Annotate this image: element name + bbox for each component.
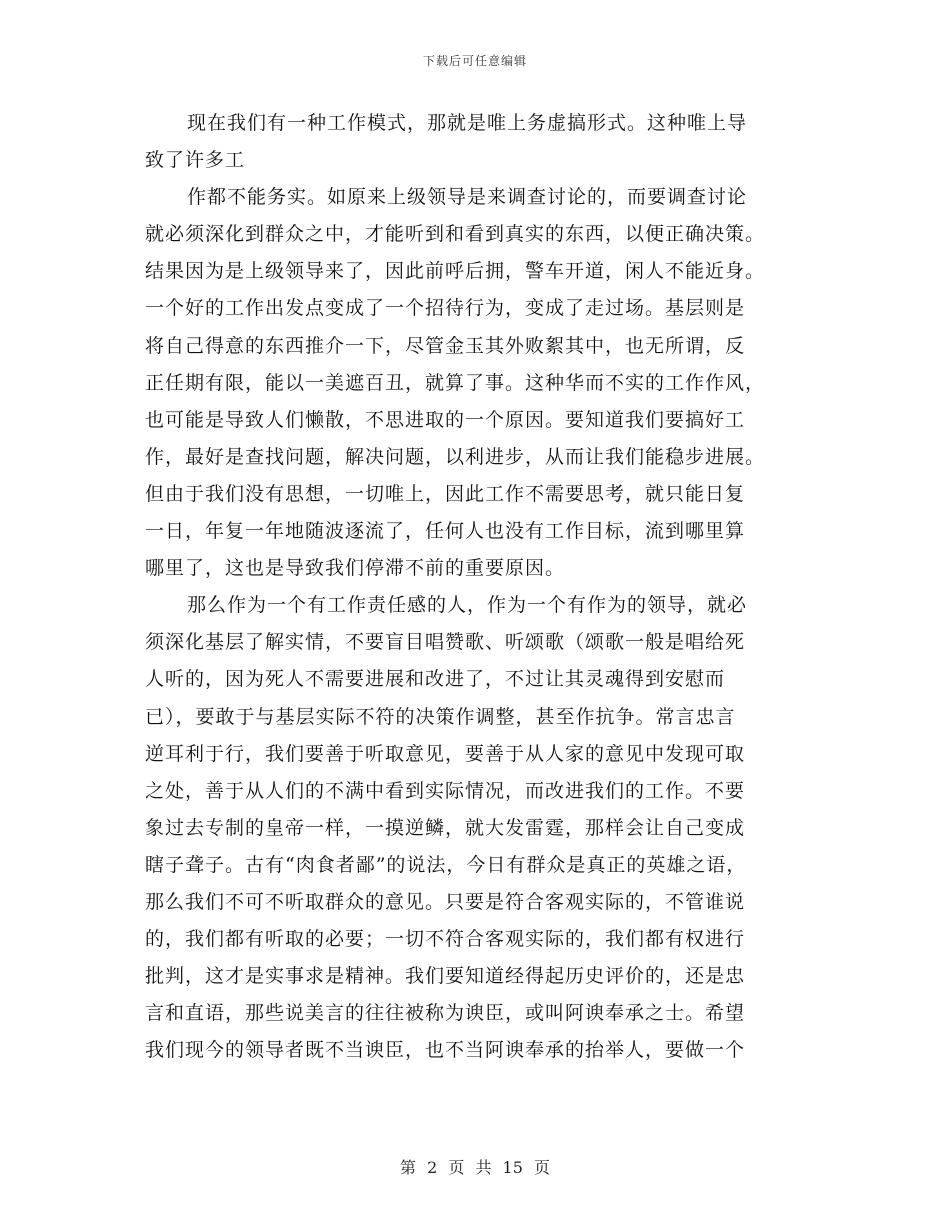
text-line: 哪里了，这也是导致我们停滞不前的重要原因。 <box>145 557 566 580</box>
text-line: 也可能是导致人们懒散，不思进取的一个原因。要知道我们要搞好工 <box>145 408 746 431</box>
text-line: 批判，这才是实事求是精神。我们要知道经得起历史评价的，还是忠 <box>145 965 746 988</box>
document-body <box>145 105 810 1069</box>
text-line: 但由于我们没有思想，一切唯上，因此工作不需要思考，就只能日复 <box>145 482 746 505</box>
text-line: 言和直语，那些说美言的往往被称为谀臣，或叫阿谀奉承之士。希望 <box>145 1002 746 1025</box>
page-header: 下载后可任意编辑 <box>422 54 527 68</box>
text-line: 作都不能务实。如原来上级领导是来调查讨论的，而要调查讨论 <box>187 186 748 209</box>
text-line: 人听的，因为死人不需要进展和改进了，不过让其灵魂得到安慰而 <box>145 668 726 691</box>
text-line: 一个好的工作出发点变成了一个招待行为，变成了走过场。基层则是 <box>145 297 746 320</box>
text-line: 致了许多工 <box>145 149 246 172</box>
text-line: 逆耳利于行，我们要善于听取意见，要善于从人家的意见中发现可取 <box>145 742 746 765</box>
text-line: 正任期有限，能以一美遮百丑，就算了事。这种华而不实的工作作风， <box>145 371 766 394</box>
text-line: 已），要敢于与基层实际不符的决策作调整，甚至作抗争。常言忠言 <box>145 705 736 728</box>
text-line: 象过去专制的皇帝一样，一摸逆鳞，就大发雷霆，那样会让自己变成 <box>145 816 746 839</box>
text-line: 作，最好是查找问题，解决问题，以利进步，从而让我们能稳步进展。 <box>145 445 766 468</box>
text-line: 的，我们都有听取的必要；一切不符合客观实际的，我们都有权进行 <box>145 928 746 951</box>
text-line: 那么我们不可不听取群众的意见。只要是符合客观实际的，不管谁说 <box>145 890 746 913</box>
text-line: 结果因为是上级领导来了，因此前呼后拥，警车开道，闲人不能近身。 <box>145 260 766 283</box>
text-line: 瞎子聋子。古有“肉食者鄙”的说法，今日有群众是真正的英雄之语， <box>145 853 747 876</box>
text-line: 就必须深化到群众之中，才能听到和看到真实的东西，以便正确决策。 <box>145 223 766 246</box>
text-line: 我们现今的领导者既不当谀臣，也不当阿谀奉承的抬举人，要做一个 <box>145 1039 746 1062</box>
text-line: 之处，善于从人们的不满中看到实际情况，而改进我们的工作。不要 <box>145 779 746 802</box>
text-line: 须深化基层了解实情，不要盲目唱赞歌、听颂歌（颂歌一般是唱给死 <box>145 631 746 654</box>
text-line: 那么作为一个有工作责任感的人，作为一个有作为的领导，就必 <box>187 594 748 617</box>
text-line: 现在我们有一种工作模式，那就是唯上务虚搞形式。这种唯上导 <box>187 112 748 134</box>
text-line: 一日，年复一年地随波逐流了，任何人也没有工作目标，流到哪里算 <box>145 520 746 543</box>
page-footer: 第 2 页 共 15 页 <box>400 1158 550 1177</box>
text-line: 将自己得意的东西推介一下，尽管金玉其外败絮其中，也无所谓，反 <box>145 334 746 357</box>
